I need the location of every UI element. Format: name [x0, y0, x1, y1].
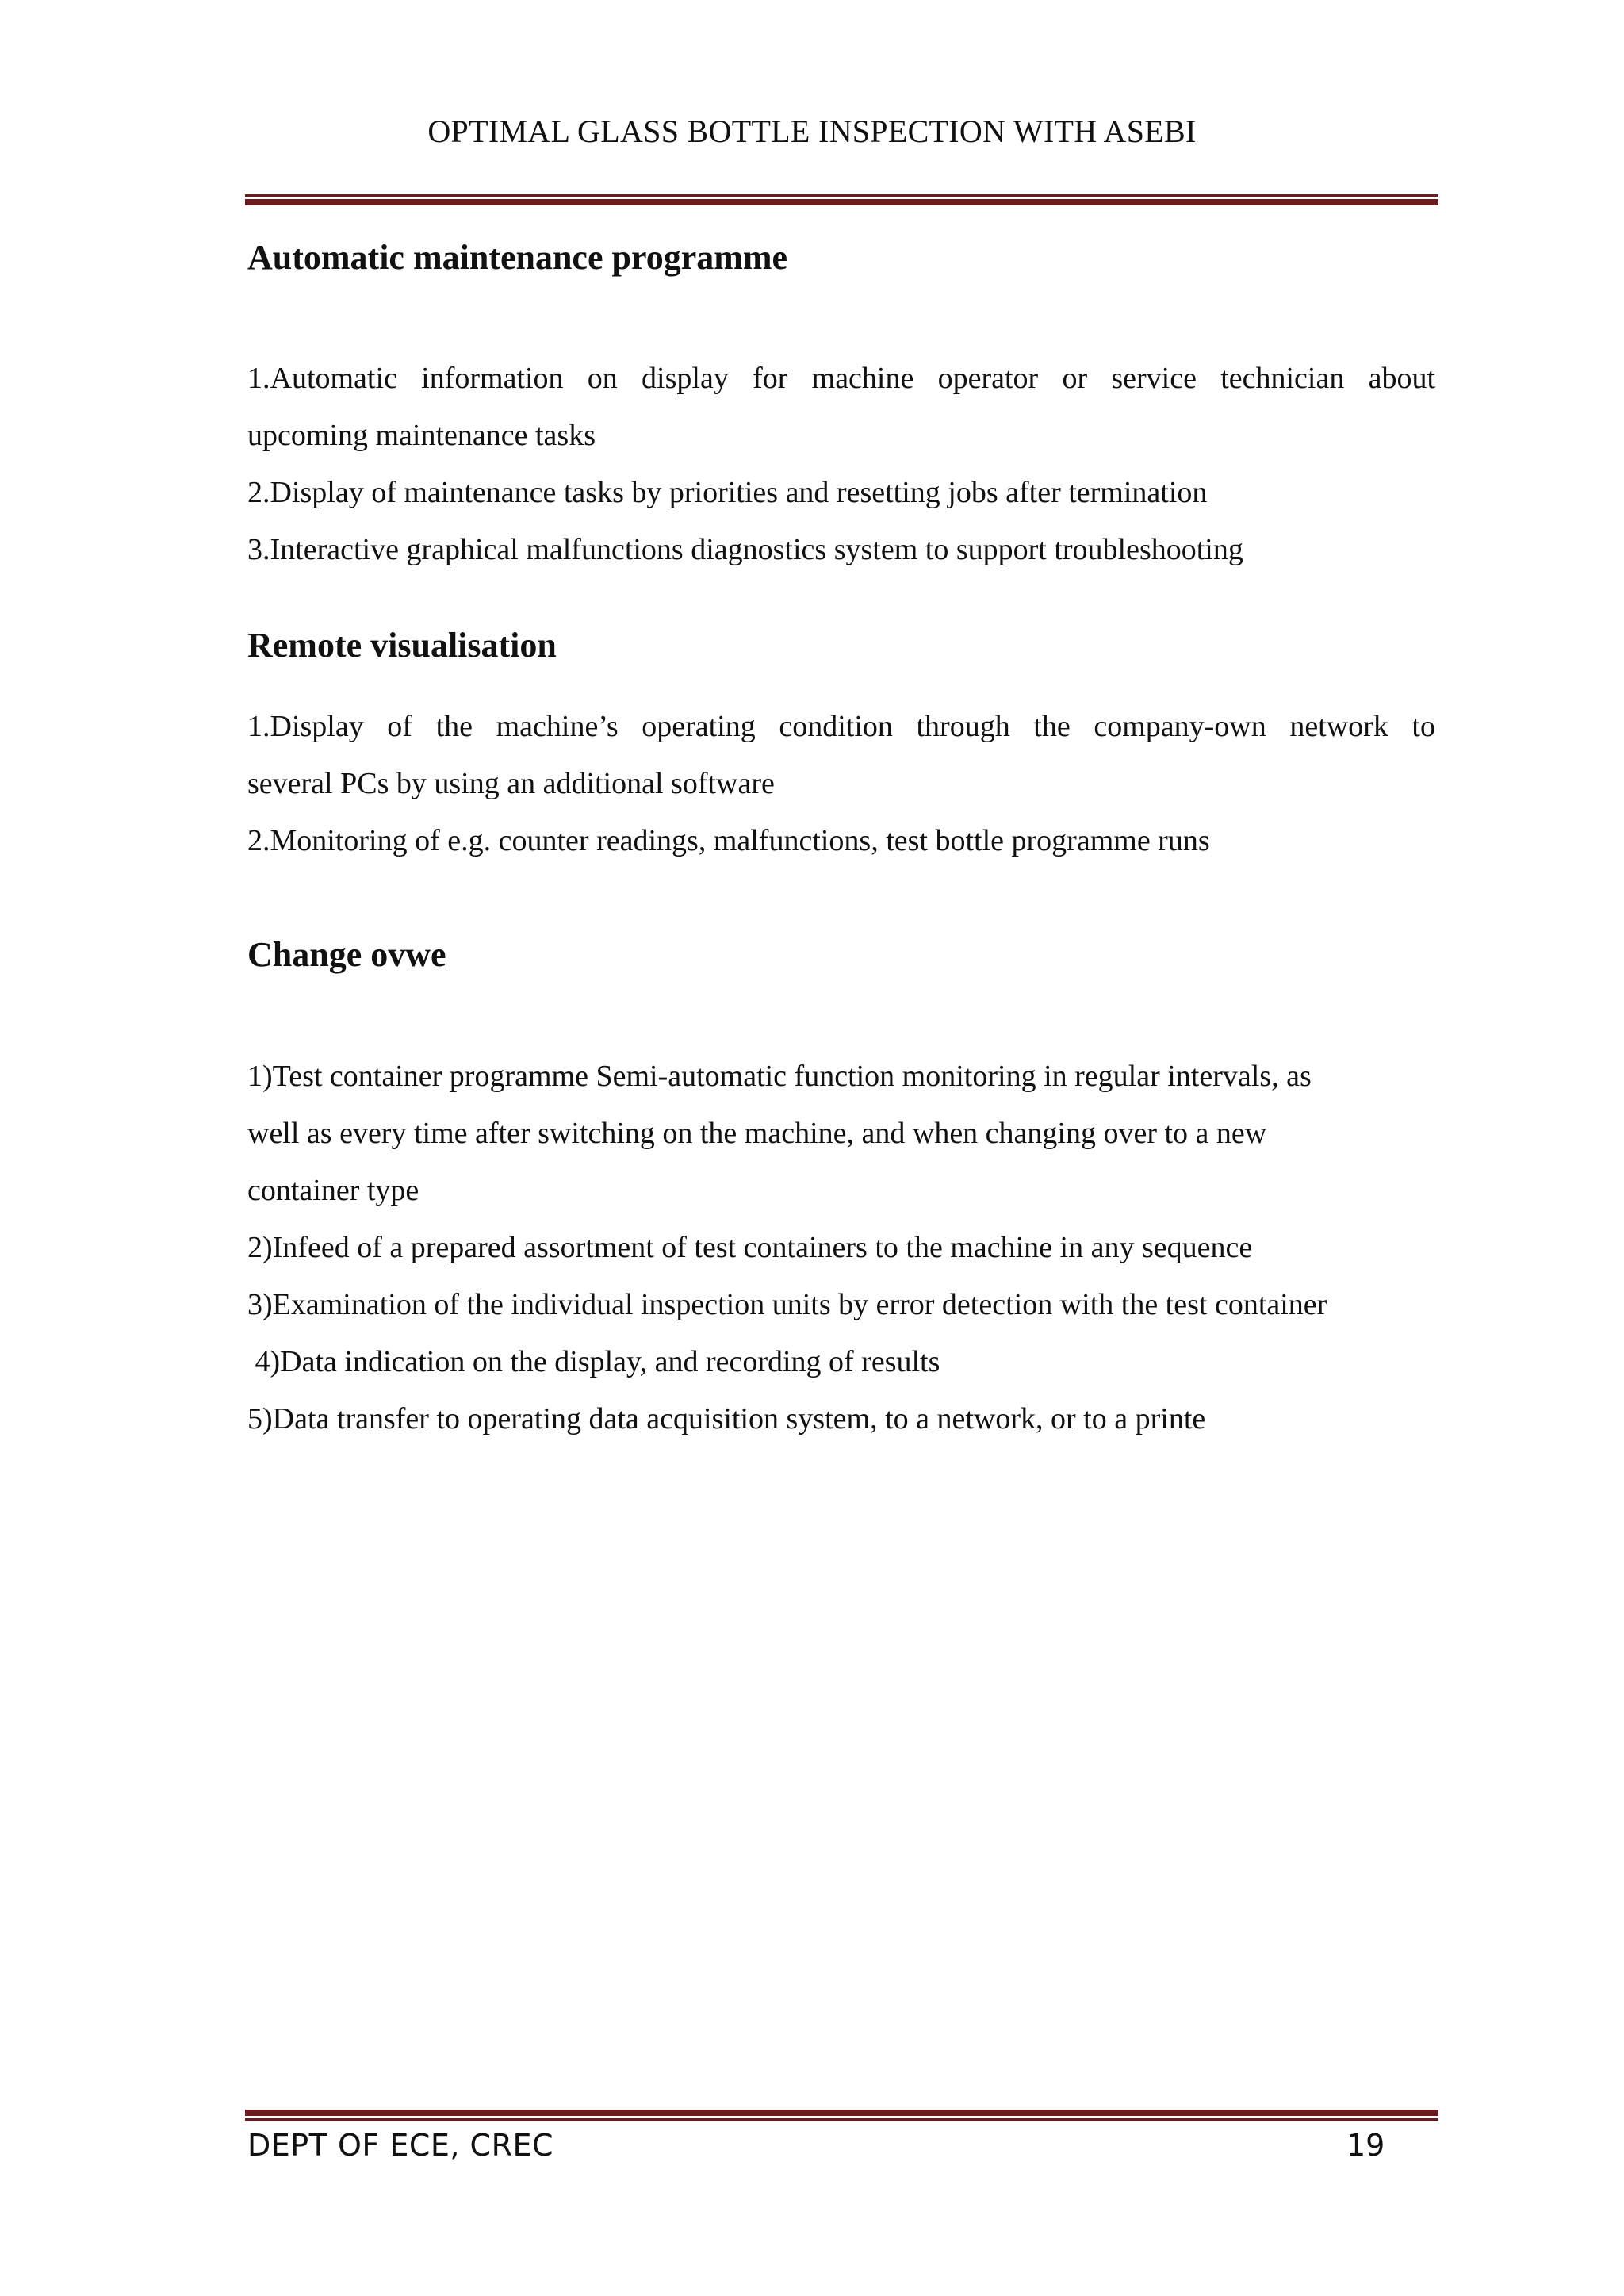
footer-department: DEPT OF ECE, CREC [247, 2128, 554, 2163]
paragraph-line: 5)Data transfer to operating data acquisition system, to a network, or to a printe [247, 1402, 1206, 1435]
paragraph-line: 3)Examination of the individual inspection units by error detection with the test container [247, 1288, 1327, 1321]
paragraph-line: 1.Display of the machine’s operating condition through the company-own network to [247, 710, 1435, 743]
footer-rule [245, 2110, 1438, 2121]
paragraph-line: container type [247, 1174, 419, 1207]
paragraph-line: upcoming maintenance tasks [247, 419, 596, 452]
paragraph-line: 4)Data indication on the display, and recording of results [247, 1345, 940, 1378]
section-heading-remote: Remote visualisation [247, 626, 557, 665]
section-heading-maintenance: Automatic maintenance programme [247, 238, 788, 277]
paragraph-line: 2)Infeed of a prepared assortment of test containers to the machine in any sequence [247, 1231, 1253, 1264]
paragraph-line: 1)Test container programme Semi-automatic function monitoring in regular intervals, as [247, 1060, 1312, 1093]
section-body-changeover [247, 1048, 1435, 1447]
section-body-maintenance [247, 350, 1435, 578]
paragraph-line: 1.Automatic information on display for machine operator or service technician about [247, 362, 1435, 395]
page-header-title: OPTIMAL GLASS BOTTLE INSPECTION WITH ASEBI [427, 113, 1197, 149]
section-heading-changeover: Change ovwe [247, 935, 446, 974]
header-rule [245, 194, 1438, 205]
footer-page-number: 19 [1346, 2128, 1385, 2163]
section-body-remote [247, 698, 1435, 869]
paragraph-line: 2.Display of maintenance tasks by priorities and resetting jobs after termination [247, 476, 1208, 509]
paragraph-line: 3.Interactive graphical malfunctions diagnostics system to support troubleshooting [247, 533, 1243, 566]
paragraph-line: 2.Monitoring of e.g. counter readings, malfunctions, test bottle programme runs [247, 824, 1210, 857]
paragraph-line: several PCs by using an additional software [247, 767, 775, 800]
paragraph-line: well as every time after switching on the machine, and when changing over to a new [247, 1117, 1267, 1150]
